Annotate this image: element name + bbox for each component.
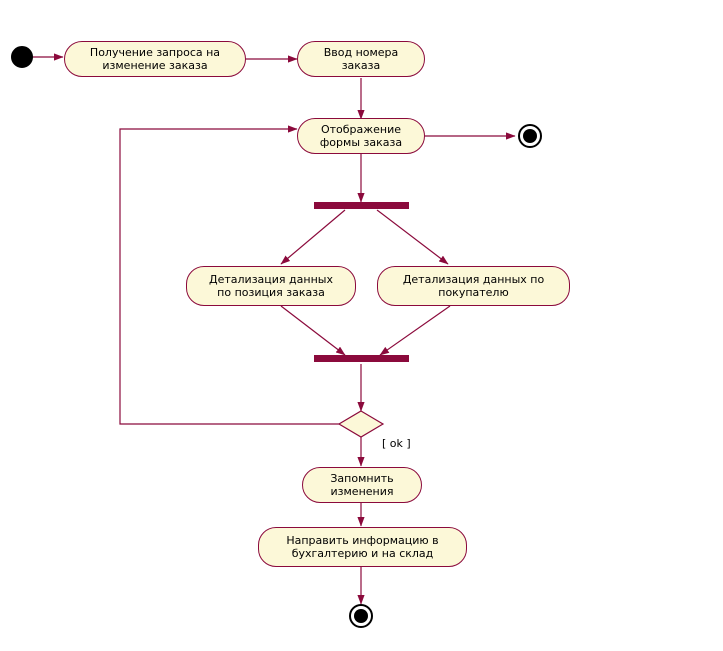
activity-enter-order-number[interactable] [297,41,425,77]
activity-detail-order-lines[interactable] [186,266,356,306]
activity-send-info[interactable] [258,527,467,567]
decision-node [339,411,383,437]
activity-receive-change-request[interactable] [64,41,246,77]
fork-bar [314,202,409,209]
activity-label: Детализация данных по позиция заказа [209,273,333,299]
activity-detail-customer[interactable] [377,266,570,306]
guard-ok-label: [ ok ] [382,437,411,450]
activity-display-order-form[interactable] [297,118,425,154]
activity-save-changes[interactable] [302,467,422,503]
activity-label: Детализация данных по покупателю [402,273,545,299]
activity-label: Запомнить изменения [330,472,394,498]
join-bar [314,355,409,362]
final-node-bottom [349,604,373,628]
activity-label: Отображение формы заказа [319,123,403,149]
final-node-top [518,124,542,148]
activity-label: Направить информацию в бухгалтерию и на склад [286,534,439,560]
activity-label: Ввод номера заказа [323,46,399,72]
activity-label: Получение запроса на изменение заказа [89,46,221,72]
initial-node [11,46,33,68]
